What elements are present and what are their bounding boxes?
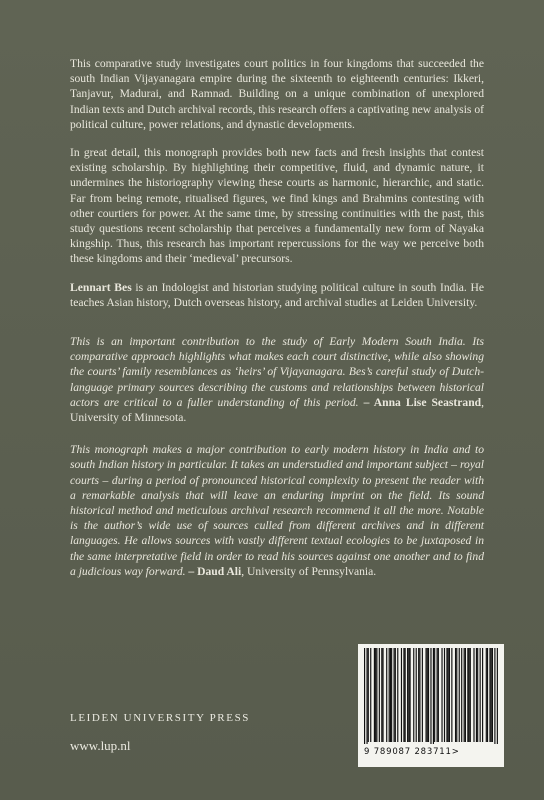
barcode-bar	[476, 648, 477, 742]
barcode-bar	[419, 648, 420, 742]
barcode-bar	[449, 648, 450, 742]
barcode-bar	[473, 648, 474, 742]
barcode-bar	[437, 648, 438, 742]
barcode-bar	[422, 648, 423, 742]
review-1-reviewer: Anna Lise Seastrand	[373, 395, 482, 409]
barcode-bar	[497, 648, 498, 744]
review-1-affiliation: , University of Minnesota.	[70, 395, 484, 425]
barcode-bar	[408, 648, 409, 742]
isbn-barcode	[358, 644, 504, 767]
barcode-bar	[441, 648, 442, 742]
barcode-bar	[448, 648, 449, 742]
review-2-dash: –	[185, 564, 198, 578]
barcode-bar	[451, 648, 452, 742]
barcode-bar	[382, 648, 383, 742]
barcode-bar	[470, 648, 471, 742]
barcode-bar	[433, 648, 434, 744]
barcode-bar	[390, 648, 391, 742]
author-bio-text: is an Indologist and historian studying political culture in south India. He teaches Asian history, Dutch overseas history, and archival studies at Leiden University.	[70, 280, 484, 309]
description-paragraph-1: This comparative study investigates court politics in four kingdoms that succeeded the south Indian Vijayanagara empire during the sixteenth to eighteenth centuries: Ikkeri, Tanjavur, Madurai, and Ramnad. Building on a unique combination of unexplored Indian texts and Dutch archival records, this research offers a captivating new analysis of political culture, power relations, and dynastic developments.	[70, 57, 484, 131]
barcode-bar	[375, 648, 376, 742]
barcode-bar	[430, 648, 431, 744]
isbn-digits: 9 789087 283711	[364, 747, 452, 757]
barcode-bar	[427, 648, 428, 742]
barcode-bar	[397, 648, 398, 742]
barcode-bar	[386, 648, 387, 742]
barcode-bar	[368, 648, 369, 742]
barcode-bar	[467, 648, 468, 742]
barcode-bar	[459, 648, 460, 742]
review-1-dash: –	[358, 395, 374, 409]
review-2-reviewer: Daud Ali	[197, 564, 242, 578]
barcode-bar	[394, 648, 395, 742]
barcode-bar	[391, 648, 392, 742]
publisher-website: www.lup.nl	[70, 738, 131, 753]
review-1-quote: This is an important contribution to the study of Early Modern South India. Its comparative approach highlights what makes each court distinctive, while also showing the courts’ family resemblances as ‘heirs’ of Vijayanagara. Bes’s careful study of Dutch-language primary sources describing the customs and relationships between historical actors are critical to a fuller understanding of this period.	[70, 335, 484, 409]
barcode-bar	[370, 648, 371, 742]
barcode-bar	[364, 648, 365, 744]
barcode-bar	[376, 648, 377, 742]
barcode-bar	[491, 648, 492, 742]
barcode-bar	[489, 648, 490, 742]
barcode-bar	[456, 648, 457, 742]
barcode-bar	[465, 648, 466, 742]
barcode-bar	[444, 648, 445, 742]
barcode-bar	[492, 648, 493, 742]
description-paragraph-2: In great detail, this monograph provides both new facts and fresh insights that contest existing scholarship. By highlighting their competitive, fluid, and dynamic nature, it undermines the historiography viewing these courts as harmonic, hierarchic, and static. Far from being remote, ritualised figures, we find kings and Brahmins contesting with other courtiers for power. At the same time, by stressing continuities with the past, this study questions recent scholarship that perceives a fundamentally new form of Nayaka kingship. Thus, this research has important repercussions for the way we perceive both these kingdoms and their ‘medieval’ precursors.	[70, 146, 484, 266]
barcode-bar	[455, 648, 456, 742]
barcode-bar	[446, 648, 447, 742]
review-2-quote: This monograph makes a major contribution to early modern history in India and to south Indian history in particular. It takes an understudied and important subject – royal courts – during a period of pronounced historical complexity to present the reader with a remarkable analysis that will leave an enduring imprint on the field. Its sound historical method and meticulous archival research recommend it all the more. Notable is the author’s wide use of sources culled from different archives and in different languages. He allows sources with vastly different textual ecologies to be juxtaposed in the same interpretative field in order to read his sources against one another and to find a judicious way forward.	[70, 443, 484, 578]
barcode-bar	[366, 648, 367, 744]
review-2	[70, 442, 484, 579]
barcode-bar	[477, 648, 478, 742]
barcode-bar	[486, 648, 487, 742]
review-2-affiliation: , University of Pennsylvania.	[241, 564, 377, 578]
barcode-bar	[494, 648, 495, 744]
barcode-bar	[407, 648, 408, 742]
barcode-bar	[409, 648, 410, 742]
barcode-bar	[401, 648, 402, 742]
barcode-bar	[434, 648, 435, 742]
isbn-end-mark: >	[451, 747, 460, 757]
barcode-bar	[416, 648, 417, 742]
barcode-bar	[487, 648, 488, 742]
barcode-bar	[413, 648, 414, 742]
publisher-name: LEIDEN UNIVERSITY PRESS	[70, 712, 251, 724]
barcode-bars	[364, 648, 498, 744]
barcode-bar	[438, 648, 439, 742]
barcode-bar	[425, 648, 426, 742]
blurb-text-block	[70, 56, 484, 592]
barcode-bar	[418, 648, 419, 742]
barcode-bar	[403, 648, 404, 742]
barcode-bar	[461, 648, 462, 742]
barcode-bar	[379, 648, 380, 742]
barcode-bar	[374, 648, 375, 742]
barcode-bar	[469, 648, 470, 742]
barcode-bar	[482, 648, 483, 742]
author-bio	[70, 280, 484, 310]
isbn-number	[364, 747, 498, 757]
barcode-bar	[395, 648, 396, 742]
review-1	[70, 334, 484, 425]
author-name: Lennart Bes	[70, 280, 132, 294]
barcode-bar	[381, 648, 382, 742]
barcode-bar	[480, 648, 481, 742]
barcode-bar	[428, 648, 429, 742]
barcode-bar	[405, 648, 406, 742]
barcode-bar	[389, 648, 390, 742]
barcode-bar	[464, 648, 465, 742]
